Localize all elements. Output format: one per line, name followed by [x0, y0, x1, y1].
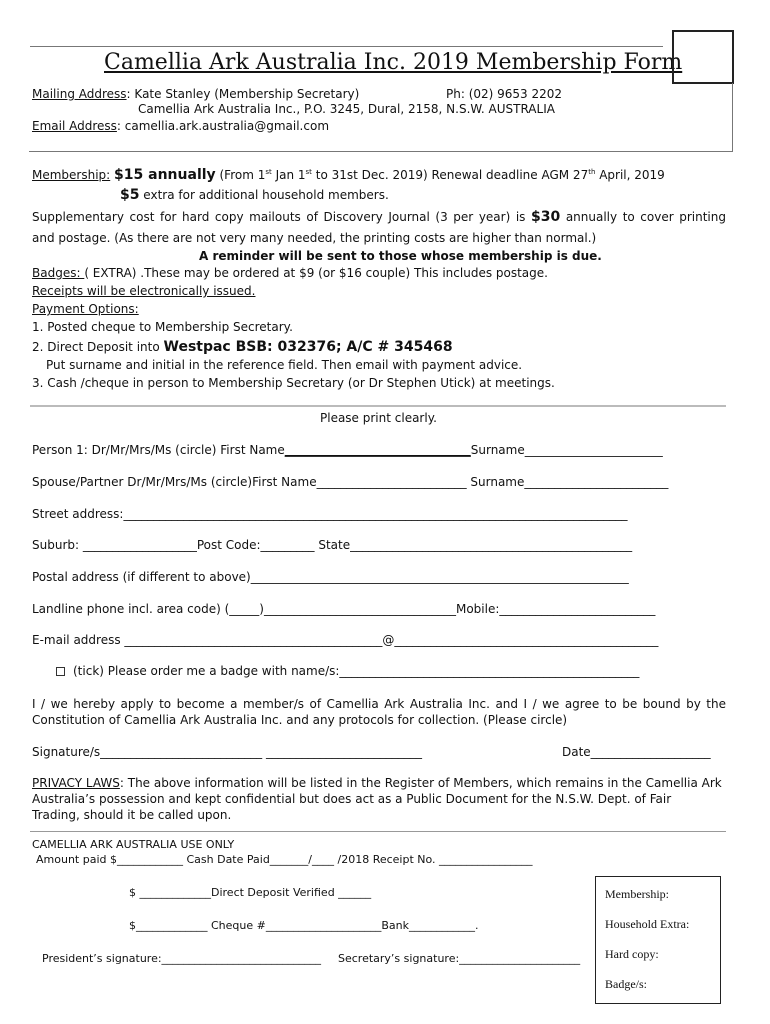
box-household-extra: Household Extra:: [605, 917, 690, 931]
fee-sup-st-2: st: [305, 168, 312, 176]
fee-detail-d: April, 2019: [595, 168, 665, 182]
email-value: : camellia.ark.australia@gmail.com: [116, 119, 330, 133]
phone-field[interactable]: Landline phone incl. area code) (_____)________________________________Mobile:__________________________: [32, 602, 656, 616]
payment-option-3: 3. Cash /cheque in person to Membership Secretary (or Dr Stephen Utick) at meetings.: [32, 376, 555, 390]
street-address-field[interactable]: Street address:____________________________________________________________________________________: [32, 507, 628, 521]
person1-name-field[interactable]: [32, 443, 663, 457]
payment-option-1: 1. Posted cheque to Membership Secretary.: [32, 320, 293, 334]
payment-options-label: Payment Options:: [32, 302, 139, 316]
print-clearly: Please print clearly.: [320, 411, 437, 425]
supplementary-line-2: and postage. (As there are not very many needed, the printing costs are higher than normal.): [32, 231, 597, 245]
mailing-line-2: Camellia Ark Australia Inc., P.O. 3245, Dural, 2158, N.S.W. AUSTRALIA: [138, 102, 555, 116]
email-label: Email Address: [32, 119, 117, 133]
fee-detail-a: (From 1: [215, 168, 266, 182]
amount-paid-row[interactable]: Amount paid $____________ Cash Date Paid_______/____ /2018 Receipt No. _________________: [36, 853, 533, 866]
office-summary-box: [595, 876, 721, 1004]
fee-detail-b: Jan 1: [271, 168, 306, 182]
supp-amount: $30: [531, 209, 561, 225]
extra-text: extra for additional household members.: [139, 188, 389, 202]
supp-text-a: Supplementary cost for hard copy mailouts of Discovery Journal (3 per year) is: [32, 210, 532, 224]
spouse-name-field[interactable]: Spouse/Partner Dr/Mr/Mrs/Ms (circle)First Name_________________________ Surname________________________: [32, 475, 669, 489]
box-hard-copy: Hard copy:: [605, 947, 659, 961]
phone: Ph: (02) 9653 2202: [446, 87, 563, 101]
stamp-box: [672, 30, 734, 84]
badges-text: ( EXTRA) .These may be ordered at $9 (or $16 couple) This includes postage.: [84, 266, 548, 280]
privacy-line-3: Trading, should it be called upon.: [32, 808, 232, 822]
extra-member-line: [120, 187, 389, 203]
reminder-end: .: [597, 249, 602, 263]
privacy-line-2: Australia’s possession and kept confidential but does act as a Public Document for the N.S.W. Dept. of Fair: [32, 792, 672, 806]
postal-address-field[interactable]: Postal address (if different to above)_______________________________________________________________: [32, 570, 629, 584]
mailing-address: [32, 87, 359, 101]
supp-text-b: annually to cover printing: [560, 210, 726, 224]
supplementary-line: [32, 209, 726, 225]
membership-fee: $15 annually: [114, 167, 216, 183]
membership-label: Membership:: [32, 168, 111, 182]
receipts-line: Receipts will be electronically issued.: [32, 284, 256, 298]
mailing-line-1: : Kate Stanley (Membership Secretary): [126, 87, 360, 101]
box-badges: Badge/s:: [605, 977, 647, 991]
president-signature[interactable]: President’s signature:_____________________________: [42, 952, 322, 965]
payment-option-2-note: Put surname and initial in the reference field. Then email with payment advice.: [46, 358, 523, 372]
office-heading: CAMELLIA ARK AUSTRALIA USE ONLY: [32, 838, 235, 851]
direct-deposit-row[interactable]: $ _____________Direct Deposit Verified ______: [129, 886, 372, 899]
bank-details: Westpac BSB: 032376; A/C # 345468: [163, 339, 453, 355]
membership-fee-line: [32, 167, 665, 183]
badge-checkbox[interactable]: [56, 667, 65, 676]
person1-blank[interactable]: _______________________________: [284, 443, 471, 457]
privacy-line-1: [32, 776, 722, 790]
privacy-label: PRIVACY LAWS: [32, 776, 120, 790]
signature-field[interactable]: Signature/s___________________________ __________________________: [32, 745, 422, 759]
payment-option-2: [32, 339, 453, 355]
email-field[interactable]: E-mail address ___________________________________________@____________________________________________: [32, 633, 659, 647]
office-divider: [30, 831, 726, 832]
reminder: [199, 249, 602, 263]
date-field[interactable]: Date____________________: [562, 745, 711, 759]
email-address: [32, 119, 329, 133]
person1-surname[interactable]: Surname_______________________: [470, 443, 663, 457]
extra-amount: $5: [120, 187, 140, 203]
fee-sup-st: st: [265, 168, 272, 176]
top-rule: [30, 46, 663, 47]
person1-label: Person 1: Dr/Mr/Mrs/Ms (circle) First Name: [32, 443, 285, 457]
badges-label: Badges:: [32, 266, 85, 280]
privacy-text-a: : The above information will be listed in the Register of Members, which remains in the Camellia Ark: [119, 776, 722, 790]
cheque-row[interactable]: $_____________ Cheque #_____________________Bank____________.: [129, 919, 479, 932]
badge-order-text: (tick) Please order me a badge with name/s:__________________________________________________: [73, 664, 640, 678]
section-divider: [30, 405, 726, 407]
page-title: Camellia Ark Australia Inc. 2019 Membership Form: [104, 50, 683, 75]
secretary-signature[interactable]: Secretary’s signature:______________________: [338, 952, 581, 965]
badges-line: [32, 266, 548, 280]
reminder-text: A reminder will be sent to those whose membership is due: [199, 249, 598, 263]
apply-statement-1: I / we hereby apply to become a member/s of Camellia Ark Australia Inc. and I / we agree to be bound by the: [32, 697, 726, 711]
fee-detail-c: to 31st Dec. 2019) Renewal deadline AGM 27: [311, 168, 589, 182]
box-membership: Membership:: [605, 887, 669, 901]
apply-statement-2: Constitution of Camellia Ark Australia Inc. and any protocols for collection. (Please circle): [32, 713, 568, 727]
mailing-label: Mailing Address: [32, 87, 127, 101]
pay2-text: 2. Direct Deposit into: [32, 340, 164, 354]
fee-sup-th: th: [588, 168, 596, 176]
suburb-field[interactable]: Suburb: ___________________Post Code:_________ State_______________________________________________: [32, 538, 633, 552]
badge-order-field[interactable]: [56, 664, 639, 678]
